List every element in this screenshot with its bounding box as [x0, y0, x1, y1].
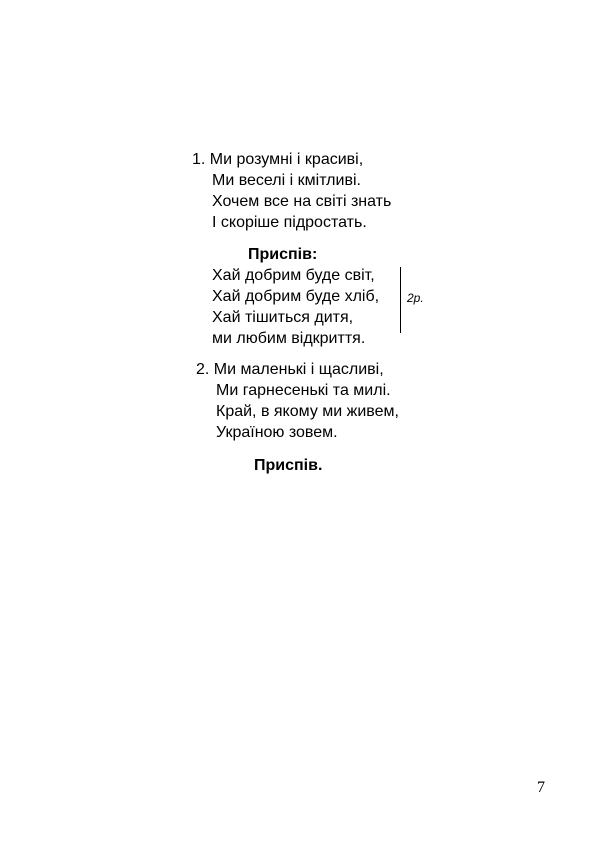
chorus-reference: Приспів. [254, 457, 323, 474]
verse1-line-2: Ми веселі і кмітливі. [212, 172, 361, 189]
chorus-line-1: Хай добрим буде світ, [212, 267, 375, 284]
repeat-bracket [400, 267, 401, 333]
verse1-line-3: Хочем все на світі знать [212, 193, 392, 210]
verse2-line-2: Ми гарнесенькі та милі. [216, 382, 391, 399]
chorus-line-2: Хай добрим буде хліб, [212, 288, 380, 305]
chorus-line-4: ми любим відкриття. [212, 330, 366, 347]
verse1-line-4: І скоріше підростать. [212, 214, 367, 231]
verse1-line-1: 1. Ми розумні і красиві, [192, 151, 364, 168]
chorus-line-3: Хай тішиться дитя, [212, 309, 354, 326]
verse2-line-4: Україною зовем. [216, 424, 338, 441]
chorus-heading: Приспів: [248, 246, 318, 263]
verse2-line-1: 2. Ми маленькі і щасливі, [196, 361, 384, 378]
repeat-mark: 2р. [407, 291, 424, 305]
page-number: 7 [537, 779, 545, 796]
verse2-line-3: Край, в якому ми живем, [216, 403, 399, 420]
